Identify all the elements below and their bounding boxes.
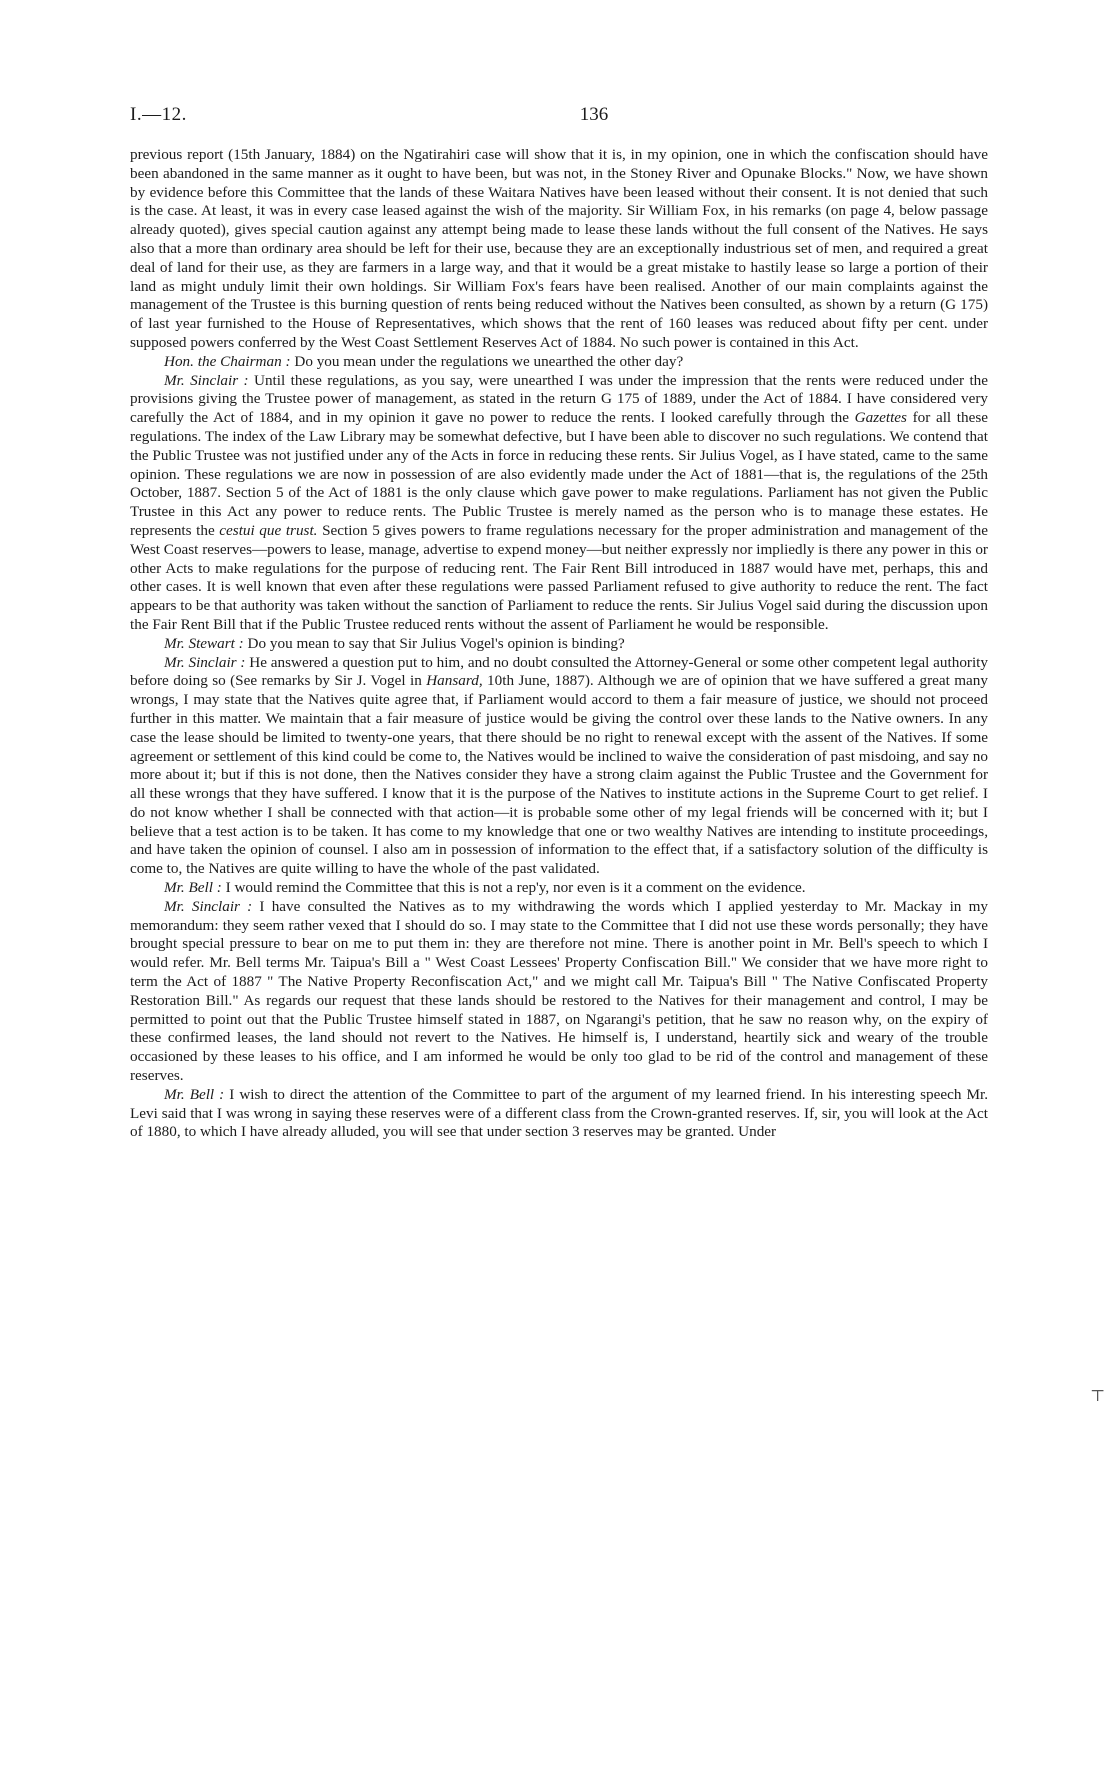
paragraph-text: I would remind the Committee that this is not a rep'y, nor even is it a comment on the evidence. bbox=[221, 879, 806, 897]
paragraph-6 bbox=[130, 879, 988, 898]
page-number: 136 bbox=[579, 104, 609, 125]
italic-text: cestui que trust. bbox=[219, 521, 318, 539]
paragraph-text: He answered a question put to him, and no doubt consulted the Attorney-General or some other competent legal authority before doing so (See remarks by Sir J. Vogel in bbox=[130, 653, 988, 690]
page-header bbox=[130, 104, 988, 134]
paragraph-text: Until these regulations, as you say, were unearthed I was under the impression that the rents were reduced under the provisions giving the Trustee power of management, as stated in the return G 175 of 1889, under the Act of 1884. I have considered very carefully the Act of 1884, and in my opinion it gave no power to reduce the rents. I looked carefully through the bbox=[130, 371, 989, 427]
speaker-name: Mr. Sinclair : bbox=[164, 653, 246, 671]
speaker-name: Mr. Sinclair : bbox=[164, 371, 249, 389]
speaker-name: Mr. Bell : bbox=[164, 1085, 225, 1103]
speaker-name: Mr. Bell : bbox=[164, 879, 222, 897]
paragraph-text: for all these regulations. The index of the Law Library may be somewhat defective, but I have been able to discover no such regulations. We contend that the Public Trustee was not justified under any of the Acts in force in reducing these rents. Sir Julius Vogel, as I have stated, came to the same opinion. These regulations we are now in possession of are also evidently made under the Act of 1881—that is, the regulations of the 25th October, 1887. Section 5 of the Act of 1881 is the only clause which gave power to make regulations. Parliament has not given the Public Trustee in this Act any power to reduce rents. The Public Trustee is merely named as the person who is to manage these estates. He represents the bbox=[130, 409, 988, 539]
paragraph-2 bbox=[130, 353, 988, 372]
paragraph-4 bbox=[130, 635, 988, 654]
speaker-name: Hon. the Chairman : bbox=[164, 352, 291, 370]
margin-mark-icon: ⊤ bbox=[1090, 1388, 1106, 1405]
paragraph-text: previous report (15th January, 1884) on the Ngatirahiri case will show that it is, in my opinion, one in which the confiscation should have been abandoned in the same manner as it ought to have been, but was not, in the Stoney River and Opunake Blocks." Now, we have shown by evidence before this Committee that the lands of these Waitara Natives have been leased without their consent. It is not denied that such is the case. At least, it was in every case leased against the wish of the majority. Sir William Fox, in his remarks (on page 4, below passage already quoted), gives special caution against any attempt being made to lease these lands without the full consent of the Natives. He says also that a more than ordinary area should be left for their use, because they are an exceptionally industrious set of men, and required a great deal of land for their use, as they are farmers in a large way, and that it would be a great mistake to hastily lease so large a portion of their land as might unduly limit their own holdings. Sir William Fox's fears have been realised. Another of our main complaints against the management of the Trustee is this burning question of rents being reduced without the Natives been consulted, as shown by a return (G 175) of last year furnished to the House of Representatives, which shows that the rent of 160 leases was reduced about fifty per cent. under supposed powers conferred by the West Coast Settlement Reserves Act of 1884. No such power is contained in this Act. bbox=[130, 146, 988, 351]
italic-text: Hansard, bbox=[426, 672, 483, 690]
document-body bbox=[130, 146, 988, 1142]
speaker-name: Mr. Stewart : bbox=[164, 634, 244, 652]
paragraph-text: Do you mean to say that Sir Julius Vogel's opinion is binding? bbox=[243, 634, 625, 652]
paragraph-7 bbox=[130, 898, 988, 1086]
paragraph-text: Do you mean under the regulations we unearthed the other day? bbox=[290, 352, 684, 370]
paragraph-5 bbox=[130, 654, 988, 880]
paper-reference: I.—12. bbox=[130, 104, 187, 125]
paragraph-3 bbox=[130, 372, 988, 635]
paragraph-8 bbox=[130, 1086, 988, 1142]
paragraph-text: I have consulted the Natives as to my withdrawing the words which I applied yesterday to Mr. Mackay in my memorandum: they seem rather vexed that I should do so. I may state to the Committee that I did not use these words personally; they have brought special pressure to bear on me to put them in: they are therefore not mine. There is another point in Mr. Bell's speech to which I would refer. Mr. Bell terms Mr. Taipua's Bill a " West Coast Lessees' Property Confiscation Bill." We consider that we have more right to term the Act of 1887 " The Native Property Reconfiscation Act," and we might call Mr. Taipua's Bill " The Native Confiscated Property Restoration Bill." As regards our request that these lands should be restored to the Natives for their management and control, I may be permitted to point out that the Public Trustee himself stated in 1887, on Ngarangi's petition, that he saw no reason why, on the expiry of these confirmed leases, the land should not revert to the Natives. He himself is, I understand, heartily sick and weary of the trouble occasioned by these leases to his office, and I am informed he would be only too glad to be rid of the control and management of these reserves. bbox=[130, 897, 989, 1085]
paragraph-text: I wish to direct the attention of the Committee to part of the argument of my learned friend. In his interesting speech Mr. Levi said that I was wrong in saying these reserves were of a different class from the Crown-granted reserves. If, sir, you will look at the Act of 1880, to which I have already alluded, you will see that under section 3 reserves may be granted. Under bbox=[130, 1085, 988, 1141]
paragraph-text: Section 5 gives powers to frame regulations necessary for the proper administration and management of the West Coast reserves—powers to lease, manage, advertise to expend money—but neither expressly nor impliedly is there any power in this or other Acts to make regulations for the purpose of reducing rent. The Fair Rent Bill introduced in 1887 would have met, perhaps, this and other cases. It is well known that even after these regulations were passed Parliament refused to give authority to reduce the rent. The fact appears to be that authority was taken without the sanction of Parliament to reduce the rents. Sir Julius Vogel said during the discussion upon the Fair Rent Bill that if the Public Trustee reduced rents without the assent of Parliament he would be responsible. bbox=[130, 521, 989, 633]
paragraph-1 bbox=[130, 146, 988, 353]
paragraph-text: 10th June, 1887). Although we are of opinion that we have suffered a great many wrongs, I may state that the Natives quite agree that, if Parliament would accord to them a fair measure of justice, we should not proceed further in this matter. We maintain that a fair measure of justice would be giving the control over these lands to the Native owners. In any case the lease should be limited to twenty-one years, that there should be no right to renewal except with the assent of the Natives. If some agreement or settlement of this kind could be come to, the Natives would be inclined to waive the consideration of past misdoing, and say no more about it; but if this is not done, then the Natives consider they have a strong claim against the Public Trustee and the Government for all these wrongs that they have suffered. I know that it is the purpose of the Natives to institute actions in the Supreme Court to get relief. I do not know whether I shall be connected with that action—it is probable some other of my legal friends will be concerned with it; but I believe that a test action is to be taken. It has come to my knowledge that one or two wealthy Natives are intending to institute proceedings, and have taken the opinion of counsel. I also am in possession of information to the effect that, if a satisfactory solution of the difficulty is come to, the Natives are quite willing to have the whole of the past validated. bbox=[130, 672, 988, 878]
speaker-name: Mr. Sinclair : bbox=[164, 897, 253, 915]
italic-text: Gazettes bbox=[854, 409, 907, 427]
